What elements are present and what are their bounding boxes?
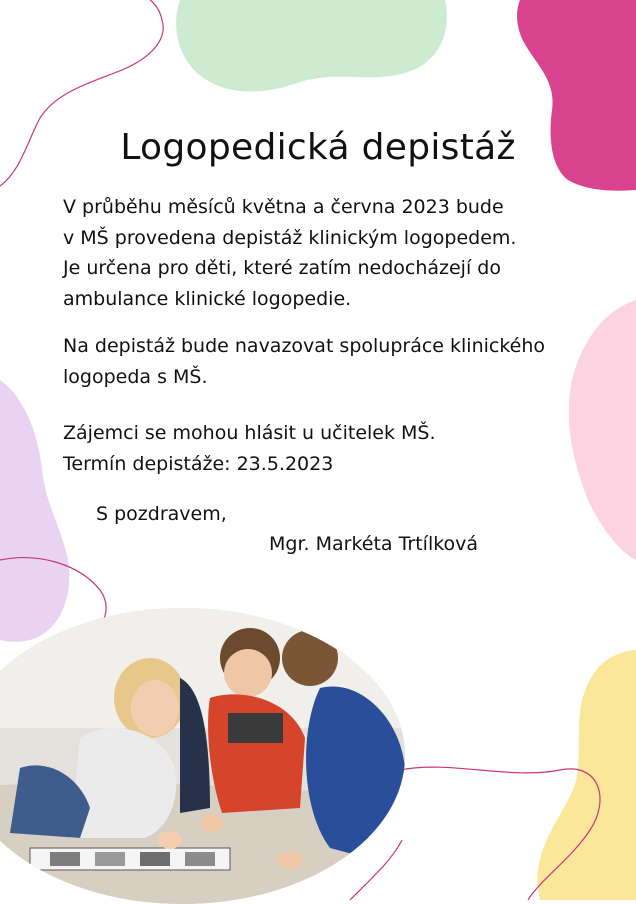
text-line: Termín depistáže: 23.5.2023 — [63, 452, 334, 475]
page-title: Logopedická depistáž — [120, 127, 516, 168]
text-line: logopeda s MŠ. — [63, 365, 208, 388]
paragraph-kontakt — [63, 418, 558, 479]
signature: Mgr. Markéta Trtílková — [269, 533, 479, 555]
outline-curve-bottom — [350, 840, 402, 900]
text-line: ambulance klinické logopedie. — [63, 287, 352, 310]
paragraph-depistaz-info — [63, 192, 558, 314]
greeting: S pozdravem, — [96, 503, 227, 525]
text-line: Je určena pro děti, které zatím nedocházejí do — [63, 257, 501, 279]
mint-blob — [176, 0, 447, 91]
pink-blob — [569, 300, 636, 560]
lilac-blob — [0, 380, 69, 642]
text-line: Na depistáž bude navazovat spolupráce klinického — [63, 335, 546, 357]
yellow-blob — [537, 650, 636, 900]
text-line: Zájemci se mohou hlásit u učitelek MŠ. — [63, 422, 436, 444]
text-line: v MŠ provedena depistáž klinickým logopedem. — [63, 226, 517, 249]
paragraph-spoluprace — [63, 331, 558, 392]
text-line: V průběhu měsíců května a června 2023 bude — [63, 196, 504, 218]
